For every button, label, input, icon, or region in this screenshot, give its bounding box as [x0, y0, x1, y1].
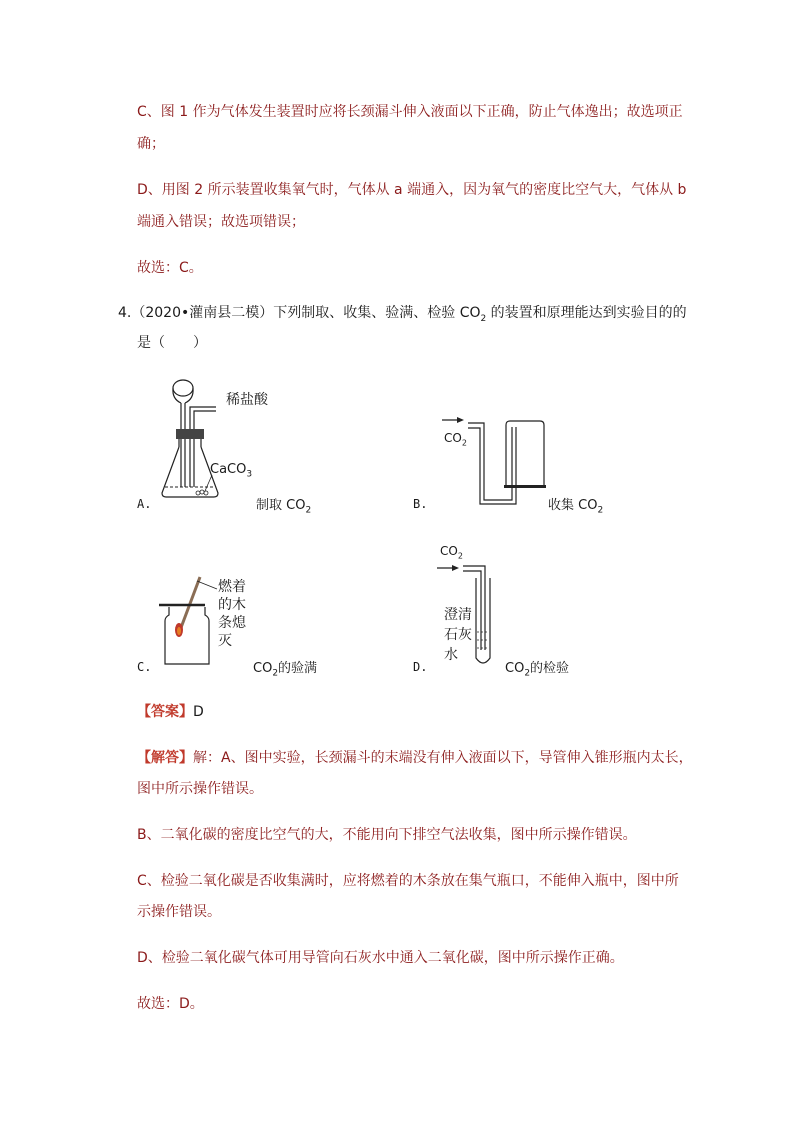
- analysis-a-line1: 【解答】解：A、图中实验，长颈漏斗的末端没有伸入液面以下，导管伸入锥形瓶内太长，: [137, 750, 693, 766]
- option-d-letter: D.: [413, 660, 428, 674]
- prev-solution-choice: 故选：C。: [137, 260, 203, 276]
- answer-tag: 【答案】: [137, 704, 193, 720]
- label-co2-inlet-b: $CO_2$: [444, 431, 467, 448]
- label-dilute-hcl: 稀盐酸: [226, 392, 268, 408]
- prev-solution-c-line1: C、图 1 作为气体发生装置时应将长颈漏斗伸入液面以下正确，防止气体逸出；故选项正: [137, 104, 683, 120]
- analysis-c-line1: C、检验二氧化碳是否收集满时，应将燃着的木条放在集气瓶口，不能伸入瓶中，图中所: [137, 873, 679, 889]
- prev-solution-c-line2: 确；: [137, 136, 165, 152]
- label-co2-inlet-d: $CO_2$: [440, 544, 463, 561]
- option-d-caption: $CO_2$的检验: [505, 661, 570, 679]
- option-a-letter: A.: [137, 497, 152, 511]
- answer-value: D: [193, 704, 204, 720]
- analysis-c-line2: 示操作错误。: [137, 904, 221, 920]
- analysis-choice: 故选：D。: [137, 996, 204, 1012]
- option-a-caption: 制取 $CO_2$: [256, 498, 312, 516]
- question-source: （2020•灌南县二模）: [131, 305, 274, 321]
- question-text-part2: 的装置和原理能达到实验目的的: [486, 305, 687, 321]
- answer-line: [137, 702, 204, 722]
- prev-solution-d-line2: 端通入错误；故选项错误；: [137, 214, 305, 230]
- label-burning-stick: 燃着 的木 条熄 灭: [218, 579, 246, 649]
- question-text-part1: 下列制取、收集、验满、检验 CO: [273, 305, 481, 321]
- analysis-a-line2: 图中所示操作错误。: [137, 781, 263, 797]
- question-text-sub: 2: [480, 313, 487, 324]
- option-c-letter: C.: [137, 660, 152, 674]
- prev-solution-d-line1: D、用图 2 所示装置收集氧气时，气体从 a 端通入，因为氧气的密度比空气大，气体从 b: [137, 182, 687, 198]
- label-limewater: 澄清 石灰 水: [444, 607, 472, 663]
- analysis-d-line: D、检验二氧化碳气体可用导管向石灰水中通入二氧化碳，图中所示操作正确。: [137, 950, 624, 966]
- question-number: 4.: [118, 305, 132, 321]
- option-c-caption: $CO_2$的验满: [253, 661, 318, 679]
- analysis-b-line: B、二氧化碳的密度比空气的大，不能用向下排空气法收集，图中所示操作错误。: [137, 827, 637, 843]
- option-b-caption: 收集 $CO_2$: [548, 498, 604, 516]
- analysis-tag: 【解答】: [137, 750, 193, 766]
- option-b-letter: B.: [413, 497, 428, 511]
- label-caco3: CaCO$_3$: [210, 462, 253, 480]
- question-stem-line1: [118, 303, 687, 329]
- question-stem-line2: 是（ ）: [137, 335, 207, 351]
